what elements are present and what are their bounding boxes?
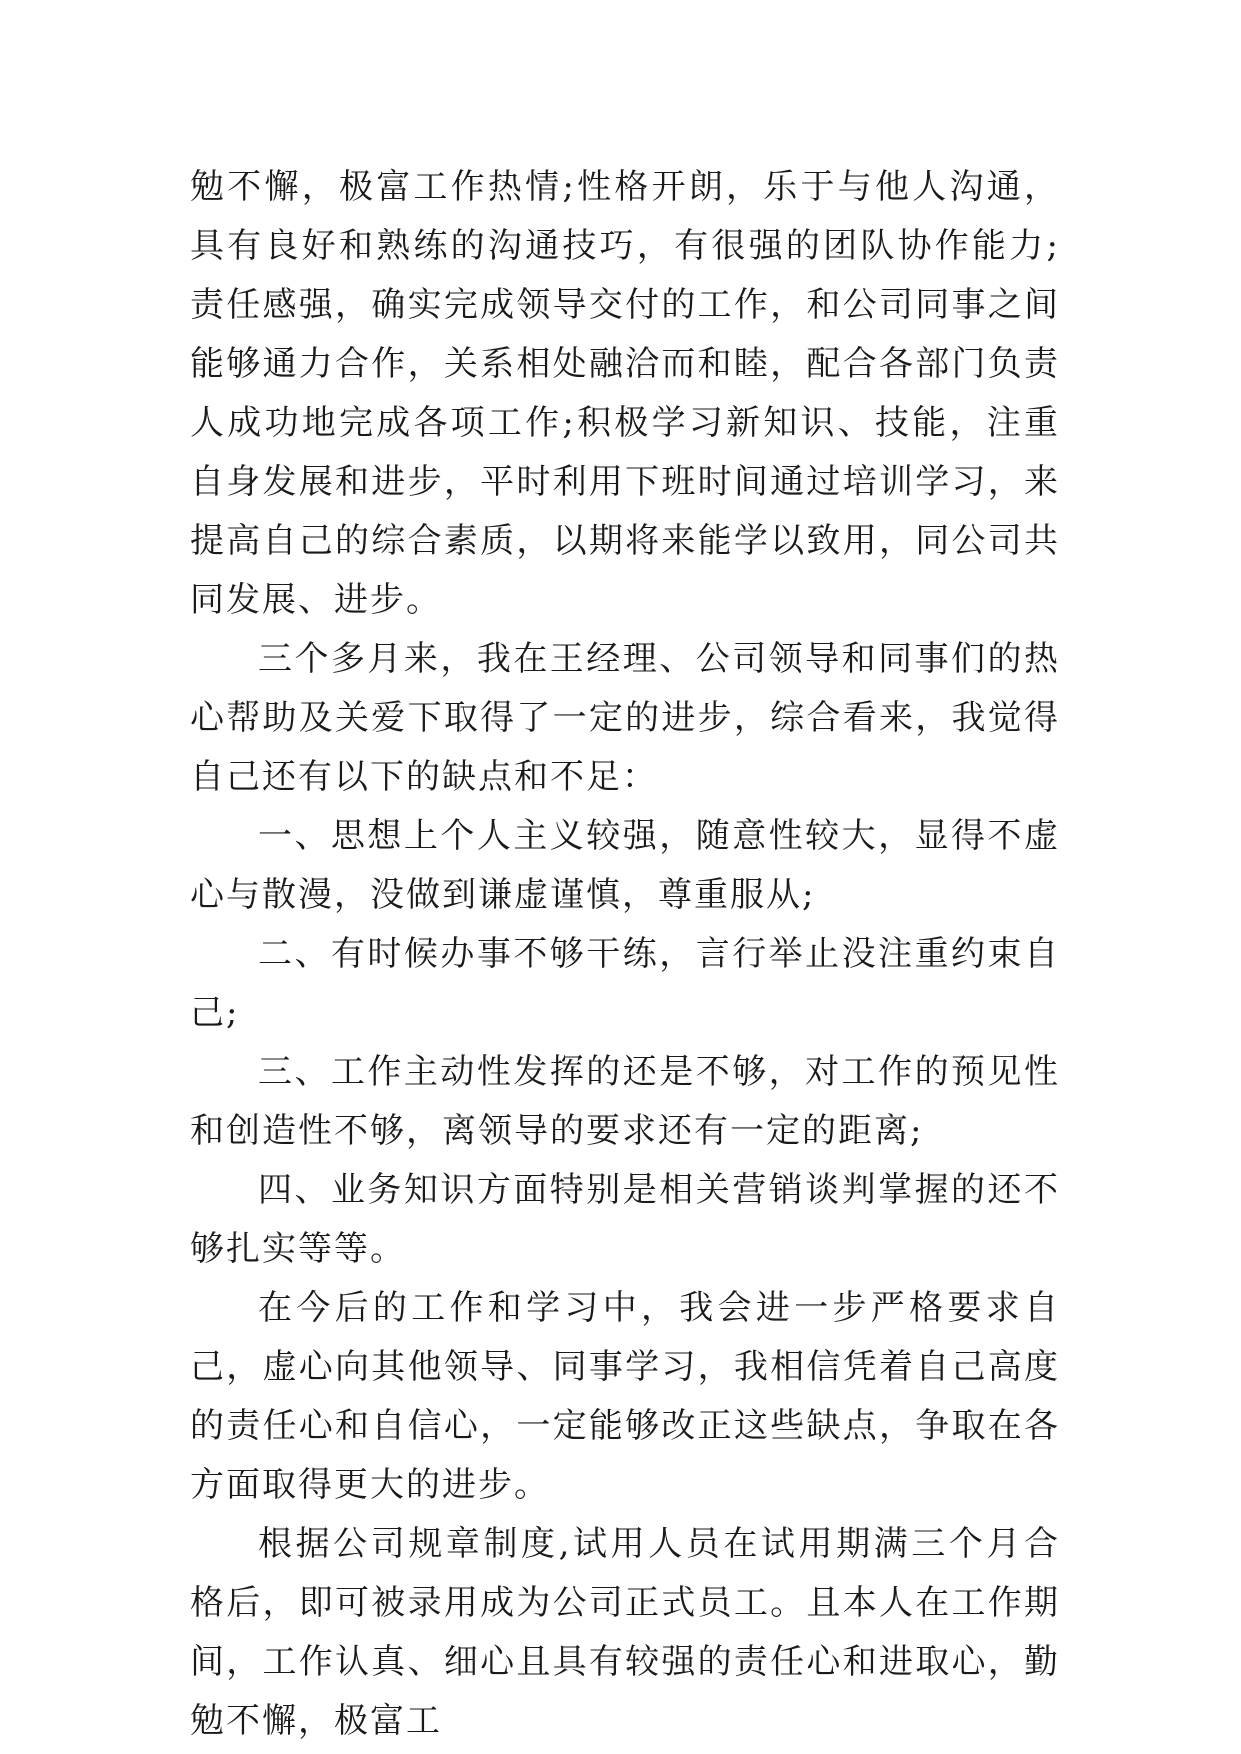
paragraph-summary: 三个多月来，我在王经理、公司领导和同事们的热心帮助及关爱下取得了一定的进步，综合看来，我觉得自己还有以下的缺点和不足： — [190, 639, 1060, 797]
paragraph-regulation: 根据公司规章制度,试用人员在试用期满三个月合格后，即可被录用成为公司正式员工。且本人在工作期间，工作认真、细心且具有较强的责任心和进取心，勤勉不懈，极富工 — [190, 1524, 1060, 1741]
paragraph-shortcoming-1: 一、思想上个人主义较强，随意性较大，显得不虚心与散漫，没做到谦虚谨慎，尊重服从; — [190, 816, 1060, 915]
paragraph-shortcoming-3: 三、工作主动性发挥的还是不够，对工作的预见性和创造性不够，离领导的要求还有一定的距离; — [190, 1052, 1060, 1151]
paragraph-shortcoming-4: 四、业务知识方面特别是相关营销谈判掌握的还不够扎实等等。 — [190, 1170, 1060, 1269]
paragraph-continuation: 勉不懈，极富工作热情;性格开朗，乐于与他人沟通，具有良好和熟练的沟通技巧，有很强的团队协作能力;责任感强，确实完成领导交付的工作，和公司同事之间能够通力合作，关系相处融洽而和睦，配合各部门负责人成功地完成各项工作;积极学习新知识、技能，注重自身发展和进步，平时利用下班时间通过培训学习，来提高自己的综合素质，以期将来能学以致用，同公司共同发展、进步。 — [190, 167, 1060, 620]
paragraph-future-plan: 在今后的工作和学习中，我会进一步严格要求自己，虚心向其他领导、同事学习，我相信凭着自己高度的责任心和自信心，一定能够改正这些缺点，争取在各方面取得更大的进步。 — [190, 1288, 1060, 1505]
paragraph-shortcoming-2: 二、有时候办事不够干练，言行举止没注重约束自己; — [190, 934, 1060, 1033]
document-body — [190, 158, 1060, 1751]
